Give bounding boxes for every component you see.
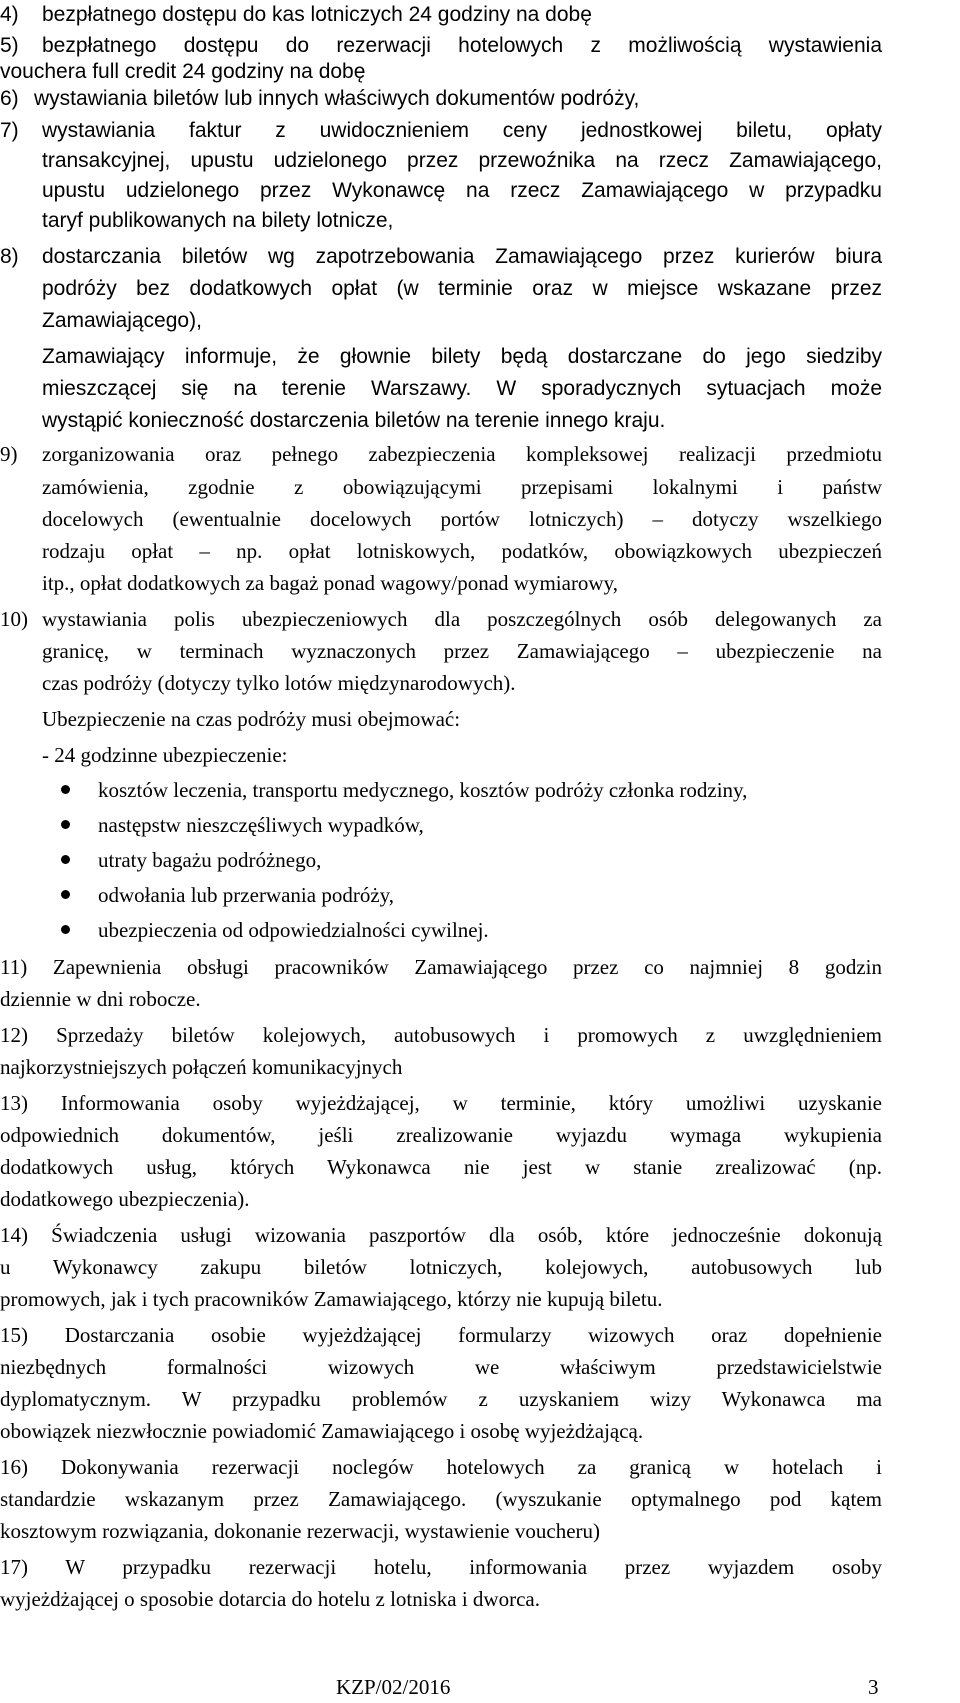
item-line: rodzaju opłat – np. opłat lotniskowych, podatków, obowiązkowych ubezpieczeń xyxy=(42,539,882,563)
paragraph-line: dodatkowego ubezpieczenia). xyxy=(0,1187,250,1211)
item-line: wystawiania faktur z uwidocznieniem ceny jednostkowej biletu, opłaty xyxy=(42,119,882,142)
paragraph-line: dziennie w dni robocze. xyxy=(0,987,201,1011)
item-line: wystąpić konieczność dostarczenia biletów na terenie innego kraju. xyxy=(42,409,666,432)
bullet-dot xyxy=(61,890,70,899)
paragraph-line: wyjeżdżającej o sposobie dotarcia do hotelu z lotniska i dworca. xyxy=(0,1587,540,1611)
bullet-dot xyxy=(61,855,70,864)
item-line: podróży bez dodatkowych opłat (w terminie oraz w miejsce wskazane przez xyxy=(42,277,882,300)
item-number: 10) xyxy=(0,607,28,631)
item-number: 6) xyxy=(0,87,19,110)
item-number: 5) xyxy=(0,34,19,57)
bullet-item: utraty bagażu podróżnego, xyxy=(98,848,322,872)
item-line: mieszczącej się na terenie Warszawy. W sporadycznych sytuacjach może xyxy=(42,377,882,400)
bullet-item: odwołania lub przerwania podróży, xyxy=(98,883,395,907)
bullet-dot xyxy=(61,925,70,934)
paragraph-line: niezbędnych formalności wizowych we właściwym przedstawicielstwie xyxy=(0,1355,882,1379)
footer-doc-code: KZP/02/2016 xyxy=(336,1675,451,1699)
footer-page-number: 3 xyxy=(868,1675,879,1699)
item-line: vouchera full credit 24 godziny na dobę xyxy=(0,60,366,83)
item-line: Ubezpieczenie na czas podróży musi obejmować: xyxy=(42,707,461,731)
paragraph-line: 17) W przypadku rezerwacji hotelu, informowania przez wyjazdem osoby xyxy=(0,1555,882,1579)
paragraph-line: 13) Informowania osoby wyjeżdżającej, w terminie, który umożliwi uzyskanie xyxy=(0,1091,882,1115)
item-number: 8) xyxy=(0,245,19,268)
item-line: taryf publikowanych na bilety lotnicze, xyxy=(42,209,394,232)
bullet-dot xyxy=(61,785,70,794)
paragraph-line: 15) Dostarczania osobie wyjeżdżającej formularzy wizowych oraz dopełnienie xyxy=(0,1323,882,1347)
item-line: wystawiania polis ubezpieczeniowych dla poszczególnych osób delegowanych za xyxy=(42,607,882,631)
paragraph-line: kosztowym rozwiązania, dokonanie rezerwacji, wystawienie voucheru) xyxy=(0,1519,601,1543)
item-line: wystawiania biletów lub innych właściwych dokumentów podróży, xyxy=(34,87,640,110)
paragraph-line: dodatkowych usług, których Wykonawca nie jest w stanie zrealizować (np. xyxy=(0,1155,882,1179)
paragraph-line: najkorzystniejszych połączeń komunikacyjnych xyxy=(0,1055,403,1079)
bullet-item: ubezpieczenia od odpowiedzialności cywilnej. xyxy=(98,918,489,942)
item-line: - 24 godzinne ubezpieczenie: xyxy=(42,743,288,767)
item-line: zamówienia, zgodnie z obowiązującymi przepisami lokalnymi i państw xyxy=(42,475,882,499)
item-line: granicę, w terminach wyznaczonych przez Zamawiającego – ubezpieczenie na xyxy=(42,639,882,663)
item-number: 7) xyxy=(0,119,19,142)
paragraph-line: promowych, jak i tych pracowników Zamawiającego, którzy nie kupują biletu. xyxy=(0,1287,663,1311)
item-line: transakcyjnej, upustu udzielonego przez przewoźnika na rzecz Zamawiającego, xyxy=(42,149,882,172)
item-number: 4) xyxy=(0,3,19,26)
item-line: docelowych (ewentualnie docelowych portów lotniczych) – dotyczy wszelkiego xyxy=(42,507,882,531)
item-number: 9) xyxy=(0,442,18,466)
item-line: dostarczania biletów wg zapotrzebowania Zamawiającego przez kurierów biura xyxy=(42,245,882,268)
paragraph-line: dyplomatycznym. W przypadku problemów z uzyskaniem wizy Wykonawca ma xyxy=(0,1387,882,1411)
item-line: bezpłatnego dostępu do kas lotniczych 24 godziny na dobę xyxy=(42,3,592,26)
paragraph-line: obowiązek niezwłocznie powiadomić Zamawiającego i osobę wyjeżdżającą. xyxy=(0,1419,644,1443)
item-line: Zamawiającego), xyxy=(42,309,202,332)
paragraph-line: u Wykonawcy zakupu biletów lotniczych, kolejowych, autobusowych lub xyxy=(0,1255,882,1279)
paragraph-line: 14) Świadczenia usługi wizowania paszportów dla osób, które jednocześnie dokonują xyxy=(0,1223,882,1247)
item-line: zorganizowania oraz pełnego zabezpieczenia kompleksowej realizacji przedmiotu xyxy=(42,442,882,466)
item-line: bezpłatnego dostępu do rezerwacji hotelowych z możliwością wystawienia xyxy=(42,34,882,57)
item-line: upustu udzielonego przez Wykonawcę na rzecz Zamawiającego w przypadku xyxy=(42,179,882,202)
item-line: czas podróży (dotyczy tylko lotów międzynarodowych). xyxy=(42,671,516,695)
paragraph-line: standardzie wskazanym przez Zamawiającego. (wyszukanie optymalnego pod kątem xyxy=(0,1487,882,1511)
item-line: Zamawiający informuje, że głownie bilety będą dostarczane do jego siedziby xyxy=(42,345,882,368)
paragraph-line: 16) Dokonywania rezerwacji noclegów hotelowych za granicą w hotelach i xyxy=(0,1455,882,1479)
item-line: itp., opłat dodatkowych za bagaż ponad wagowy/ponad wymiarowy, xyxy=(42,571,618,595)
paragraph-line: 11) Zapewnienia obsługi pracowników Zamawiającego przez co najmniej 8 godzin xyxy=(0,955,882,979)
paragraph-line: odpowiednich dokumentów, jeśli zrealizowanie wyjazdu wymaga wykupienia xyxy=(0,1123,882,1147)
bullet-item: kosztów leczenia, transportu medycznego, kosztów podróży członka rodziny, xyxy=(98,778,748,802)
paragraph-line: 12) Sprzedaży biletów kolejowych, autobusowych i promowych z uwzględnieniem xyxy=(0,1023,882,1047)
bullet-item: następstw nieszczęśliwych wypadków, xyxy=(98,813,424,837)
bullet-dot xyxy=(61,820,70,829)
